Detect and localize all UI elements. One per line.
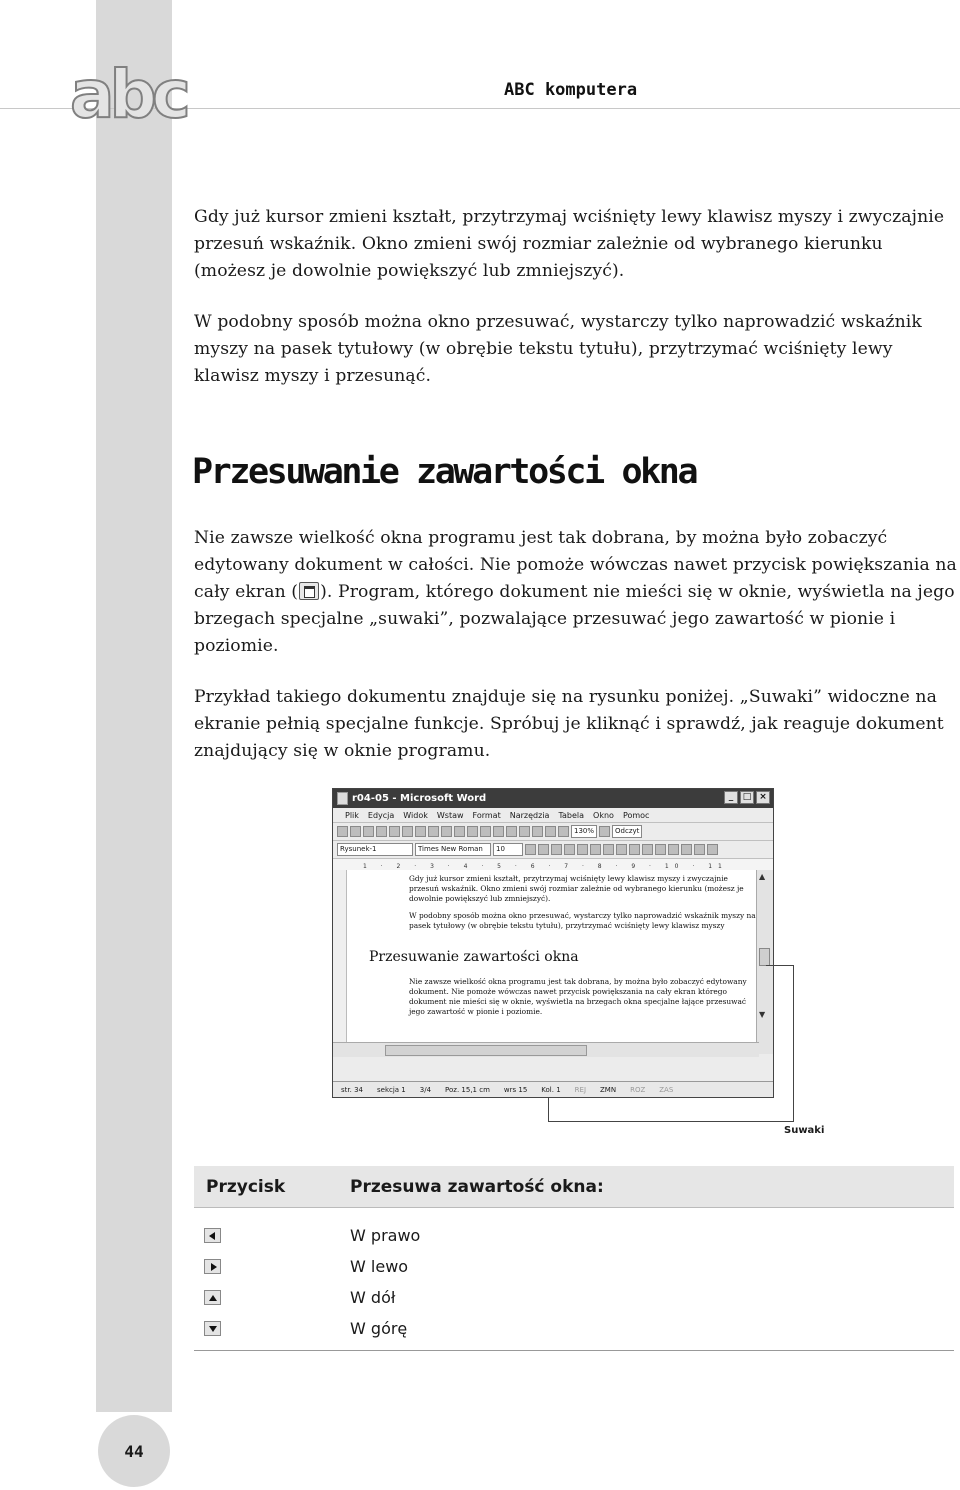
status-zas: ZAS — [659, 1085, 674, 1094]
save-icon[interactable] — [363, 826, 374, 837]
bold-icon[interactable] — [525, 844, 536, 855]
cut-icon[interactable] — [441, 826, 452, 837]
open-icon[interactable] — [350, 826, 361, 837]
status-section: sekcja 1 — [376, 1085, 406, 1094]
vertical-scroll-thumb[interactable] — [759, 948, 770, 966]
underline-icon[interactable] — [551, 844, 562, 855]
section-p1-before: Nie zawsze wielkość okna programu jest tak dobrana, by można było zobaczyć edytowany dokument w całości. Nie pomoże wówczas nawet przycisk powiększania na cały ekran ( — [194, 528, 957, 602]
copy-icon[interactable] — [454, 826, 465, 837]
paste-icon[interactable] — [467, 826, 478, 837]
document-area[interactable] — [333, 870, 759, 1042]
permission-icon[interactable] — [376, 826, 387, 837]
status-bar — [333, 1081, 773, 1097]
align-center-icon[interactable] — [577, 844, 588, 855]
callout-line-vertical — [793, 965, 794, 1121]
align-left-icon[interactable] — [564, 844, 575, 855]
close-icon[interactable]: × — [756, 791, 770, 804]
status-pages: 3/4 — [419, 1085, 432, 1094]
word-document-icon — [337, 792, 348, 805]
horizontal-ruler: 1 · 2 · 3 · 4 · 5 · 6 · 7 · 8 · 9 · 10 · 11 — [333, 859, 773, 874]
status-position: Poz. 15,1 cm — [445, 1085, 490, 1094]
vertical-ruler — [333, 870, 347, 1042]
section-p2-text: Przykład takiego dokumentu znajduje się na rysunku poniżej. „Suwaki” widoczne na ekranie pełnią specjalne funkcje. Spróbuj je kliknąć i sprawdź, jak reaguje dokument znajdujący się w oknie programu. — [194, 687, 944, 761]
status-zmn: ZMN — [600, 1085, 617, 1094]
read-button[interactable]: Odczyt — [612, 825, 642, 838]
abc-logo: abc — [70, 56, 186, 133]
running-title: ABC komputera — [504, 80, 638, 100]
font-color-icon[interactable] — [707, 844, 718, 855]
callout-line-top — [766, 965, 794, 966]
formatting-toolbar — [333, 841, 773, 859]
page-number: 44 — [98, 1415, 170, 1487]
paragraph-1 — [194, 204, 958, 285]
table-row — [194, 1282, 954, 1313]
vertical-scrollbar[interactable] — [756, 870, 773, 1054]
minimize-icon[interactable]: _ — [724, 791, 738, 804]
bullets-icon[interactable] — [642, 844, 653, 855]
window-controls — [724, 791, 770, 804]
standard-toolbar — [333, 823, 773, 841]
doc-heading: Przesuwanie zawartości okna — [369, 949, 579, 965]
row-text: W prawo — [350, 1226, 421, 1245]
row-text: W dół — [350, 1288, 396, 1307]
menu-narzedzia[interactable]: Narzędzia — [509, 810, 550, 820]
pilcrow-icon[interactable] — [558, 826, 569, 837]
doc-paragraph-3: Nie zawsze wielkość okna programu jest tak dobrana, by można było zobaczyć edytowany dokument. Nie pomoże wówczas nawet przycisk powiększania na cały ekran którego dokument nie mieści się w oknie, wyświetla na brzegach okna specjalne łające przesuwać jego zawartość w pionie i poziomie. — [409, 977, 747, 1016]
format-painter-icon[interactable] — [480, 826, 491, 837]
scroll-down-arrow-icon — [204, 1321, 221, 1336]
zoom-select[interactable]: 130% — [571, 825, 597, 838]
columns-icon[interactable] — [545, 826, 556, 837]
doc-paragraph-2: W podobny sposób można okno przesuwać, wystarczy tylko naprowadzić wskaźnik myszy na pasek tytułowy (w obrębie tekstu tytułu), przytrzymać wciśnięty lewy klawisz myszy — [409, 911, 756, 930]
preview-icon[interactable] — [415, 826, 426, 837]
scroll-down-icon[interactable]: ▼ — [759, 1010, 766, 1019]
scroll-up-icon[interactable]: ▲ — [759, 872, 766, 881]
paragraph-2-text: W podobny sposób można okno przesuwać, wystarczy tylko naprowadzić wskaźnik myszy na pasek tytułowy (w obrębie tekstu tytułu), przytrzymać wciśnięty lewy klawisz myszy i przesunąć. — [194, 312, 922, 386]
margin-strip — [96, 0, 172, 1412]
maximize-icon — [299, 582, 319, 600]
increase-indent-icon[interactable] — [668, 844, 679, 855]
font-size-select[interactable]: 10 — [493, 843, 523, 856]
section-p1-after: ). Program, którego dokument nie mieści się w oknie, wyświetla na jego brzegach specjalne „suwaki”, pozwalające przesuwać jego zawartość w pionie i poziomie. — [194, 582, 955, 656]
status-line: wrs 15 — [503, 1085, 528, 1094]
print-icon[interactable] — [402, 826, 413, 837]
hyperlink-icon[interactable] — [519, 826, 530, 837]
status-page: str. 34 — [341, 1085, 363, 1094]
numbering-icon[interactable] — [629, 844, 640, 855]
scroll-right-arrow-icon — [204, 1259, 221, 1274]
new-icon[interactable] — [337, 826, 348, 837]
table-header — [194, 1166, 954, 1208]
section-paragraph-2 — [194, 684, 958, 765]
status-roz: ROZ — [630, 1085, 646, 1094]
email-icon[interactable] — [389, 826, 400, 837]
line-spacing-icon[interactable] — [616, 844, 627, 855]
menubar — [333, 808, 773, 823]
paragraph-2 — [194, 309, 958, 390]
horizontal-scrollbar[interactable] — [333, 1042, 759, 1057]
scroll-left-arrow-icon — [204, 1228, 221, 1243]
row-text: W lewo — [350, 1257, 409, 1276]
table-icon[interactable] — [532, 826, 543, 837]
window-title: r04-05 - Microsoft Word — [352, 793, 487, 804]
table-row — [194, 1251, 954, 1282]
table-row — [194, 1313, 954, 1344]
spelling-icon[interactable] — [428, 826, 439, 837]
callout-line-left — [548, 1097, 549, 1121]
callout-label: Suwaki — [784, 1125, 825, 1136]
callout-line-bottom — [548, 1121, 794, 1122]
paragraph-1-text: Gdy już kursor zmieni kształt, przytrzymaj wciśnięty lewy klawisz myszy i zwyczajnie przesuń wskaźnik. Okno zmieni swój rozmiar zależnie od wybranego kierunku (możesz je dowolnie powiększyć lub zmniejszyć). — [194, 207, 945, 281]
row-text: W górę — [350, 1319, 408, 1338]
align-right-icon[interactable] — [590, 844, 601, 855]
highlight-icon[interactable] — [694, 844, 705, 855]
section-paragraph-1 — [194, 525, 958, 660]
menu-edycja[interactable]: Edycja — [367, 810, 395, 820]
undo-icon[interactable] — [493, 826, 504, 837]
justify-icon[interactable] — [603, 844, 614, 855]
table-row — [194, 1220, 954, 1251]
header-przycisk: Przycisk — [206, 1176, 286, 1197]
help-icon[interactable] — [599, 826, 610, 837]
table-bottom-rule — [194, 1350, 954, 1351]
menu-wstaw[interactable]: Wstaw — [436, 810, 464, 820]
menu-okno[interactable]: Okno — [593, 810, 614, 820]
menu-format[interactable]: Format — [472, 810, 501, 820]
menu-widok[interactable]: Widok — [403, 810, 428, 820]
doc-paragraph-1: Gdy już kursor zmieni kształt, przytrzymaj wciśnięty lewy klawisz myszy i zwyczajnie przesuń wskaźnik. Okno zmieni swój rozmiar zależnie od wybranego kierunku (możesz je dowolnie powiększyć lub zmniejszyć). — [409, 874, 744, 903]
window-titlebar[interactable] — [333, 789, 773, 808]
redo-icon[interactable] — [506, 826, 517, 837]
scroll-up-arrow-icon — [204, 1290, 221, 1305]
document-content — [369, 874, 759, 1024]
menu-pomoc[interactable]: Pomoc — [622, 810, 650, 820]
section-heading: Przesuwanie zawartości okna — [192, 452, 697, 492]
style-select[interactable]: Rysunek-1 — [337, 843, 413, 856]
italic-icon[interactable] — [538, 844, 549, 855]
maximize-icon[interactable]: □ — [740, 791, 754, 804]
word-window-figure — [332, 788, 774, 1098]
font-select[interactable]: Times New Roman — [415, 843, 491, 856]
horizontal-scroll-thumb[interactable] — [385, 1045, 587, 1056]
button-table — [194, 1166, 954, 1351]
header-przesuwa: Przesuwa zawartość okna: — [350, 1176, 604, 1197]
menu-plik[interactable]: Plik — [345, 810, 359, 820]
menu-tabela[interactable]: Tabela — [558, 810, 585, 820]
status-rej: REJ — [574, 1085, 587, 1094]
status-column: Kol. 1 — [541, 1085, 561, 1094]
decrease-indent-icon[interactable] — [655, 844, 666, 855]
border-icon[interactable] — [681, 844, 692, 855]
